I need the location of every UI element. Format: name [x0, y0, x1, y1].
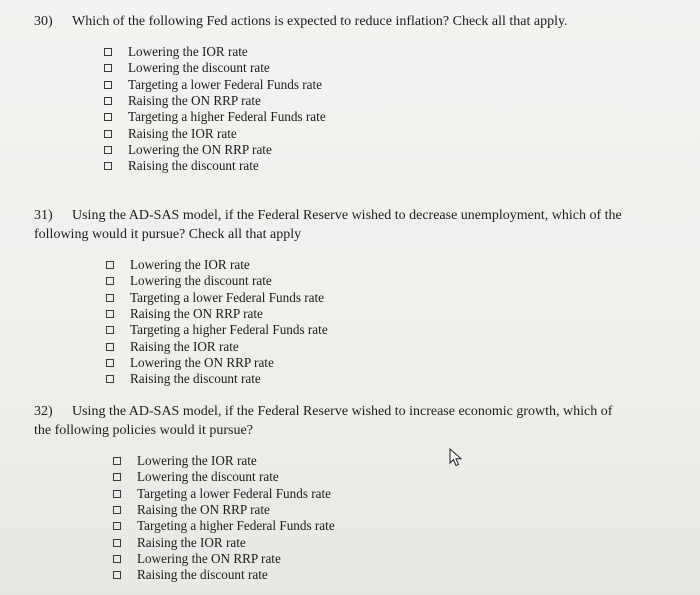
checkbox[interactable]: [113, 457, 121, 465]
question-number: 32): [34, 404, 53, 419]
option-label: Raising the discount rate: [130, 371, 261, 387]
option-label: Lowering the discount rate: [130, 273, 272, 289]
checkbox[interactable]: [106, 277, 114, 285]
option-item[interactable]: [106, 290, 328, 306]
option-label: Targeting a higher Federal Funds rate: [137, 518, 335, 534]
option-label: Lowering the IOR rate: [128, 44, 248, 60]
checkbox[interactable]: [113, 506, 121, 514]
checkbox[interactable]: [104, 97, 112, 105]
option-item[interactable]: [113, 534, 335, 550]
option-item[interactable]: [104, 158, 326, 174]
option-label: Targeting a lower Federal Funds rate: [128, 76, 323, 92]
option-label: Raising the ON RRP rate: [137, 502, 270, 518]
checkbox[interactable]: [104, 48, 112, 56]
question-32-header: [34, 402, 612, 440]
option-item[interactable]: [106, 371, 328, 387]
option-label: Targeting a higher Federal Funds rate: [128, 109, 326, 125]
checkbox[interactable]: [106, 310, 114, 318]
option-label: Raising the discount rate: [137, 567, 268, 583]
option-label: Lowering the ON RRP rate: [130, 354, 274, 370]
question-text-line1: Using the AD-SAS model, if the Federal Reserve wished to decrease unemployment, which of the: [72, 208, 622, 223]
question-text-line2: following would it pursue? Check all that apply: [34, 227, 302, 242]
option-item[interactable]: [104, 77, 326, 93]
option-item[interactable]: [106, 355, 328, 371]
option-item[interactable]: [104, 60, 326, 76]
option-label: Raising the discount rate: [128, 158, 259, 174]
option-label: Lowering the discount rate: [137, 469, 279, 485]
checkbox[interactable]: [106, 375, 114, 383]
checkbox[interactable]: [106, 359, 114, 367]
question-text-line2: the following policies would it pursue?: [34, 423, 253, 438]
question-number: 30): [34, 14, 53, 29]
checkbox[interactable]: [113, 473, 121, 481]
pointer-cursor-icon: [449, 448, 463, 468]
checkbox[interactable]: [104, 64, 112, 72]
option-label: Lowering the discount rate: [128, 60, 270, 76]
checkbox[interactable]: [104, 81, 112, 89]
checkbox[interactable]: [104, 113, 112, 121]
checkbox[interactable]: [113, 539, 121, 547]
option-item[interactable]: [106, 338, 328, 354]
option-item[interactable]: [104, 44, 326, 60]
option-label: Lowering the IOR rate: [130, 257, 250, 273]
option-label: Raising the IOR rate: [130, 338, 239, 354]
checkbox[interactable]: [106, 294, 114, 302]
option-label: Targeting a higher Federal Funds rate: [130, 322, 328, 338]
option-label: Raising the IOR rate: [128, 125, 237, 141]
option-item[interactable]: [113, 453, 335, 469]
option-item[interactable]: [113, 518, 335, 534]
option-label: Targeting a lower Federal Funds rate: [137, 485, 332, 501]
option-item[interactable]: [113, 486, 335, 502]
checkbox[interactable]: [106, 343, 114, 351]
checkbox[interactable]: [113, 522, 121, 530]
option-label: Lowering the ON RRP rate: [128, 141, 272, 157]
option-item[interactable]: [106, 322, 328, 338]
checkbox[interactable]: [106, 261, 114, 269]
option-item[interactable]: [113, 567, 335, 583]
option-item[interactable]: [113, 469, 335, 485]
option-item[interactable]: [106, 273, 328, 289]
option-label: Raising the ON RRP rate: [128, 93, 261, 109]
question-31-header: [34, 206, 622, 244]
option-item[interactable]: [113, 502, 335, 518]
question-text: Which of the following Fed actions is expected to reduce inflation? Check all that apply.: [72, 14, 568, 29]
option-label: Lowering the IOR rate: [137, 453, 257, 469]
option-item[interactable]: [106, 306, 328, 322]
option-label: Lowering the ON RRP rate: [137, 550, 281, 566]
options-list: [106, 257, 328, 387]
question-number: 31): [34, 208, 53, 223]
question-30-header: [34, 12, 568, 31]
option-item[interactable]: [106, 257, 328, 273]
option-item[interactable]: [104, 109, 326, 125]
checkbox[interactable]: [113, 555, 121, 563]
options-list: [113, 453, 335, 583]
option-item[interactable]: [113, 551, 335, 567]
option-item[interactable]: [104, 125, 326, 141]
options-list: [104, 44, 326, 174]
checkbox[interactable]: [104, 146, 112, 154]
checkbox[interactable]: [106, 326, 114, 334]
checkbox[interactable]: [113, 571, 121, 579]
option-item[interactable]: [104, 93, 326, 109]
option-label: Raising the ON RRP rate: [130, 306, 263, 322]
checkbox[interactable]: [104, 130, 112, 138]
question-text-line1: Using the AD-SAS model, if the Federal Reserve wished to increase economic growth, which of: [72, 404, 613, 419]
option-label: Targeting a lower Federal Funds rate: [130, 289, 325, 305]
checkbox[interactable]: [104, 162, 112, 170]
option-label: Raising the IOR rate: [137, 534, 246, 550]
checkbox[interactable]: [113, 490, 121, 498]
option-item[interactable]: [104, 142, 326, 158]
